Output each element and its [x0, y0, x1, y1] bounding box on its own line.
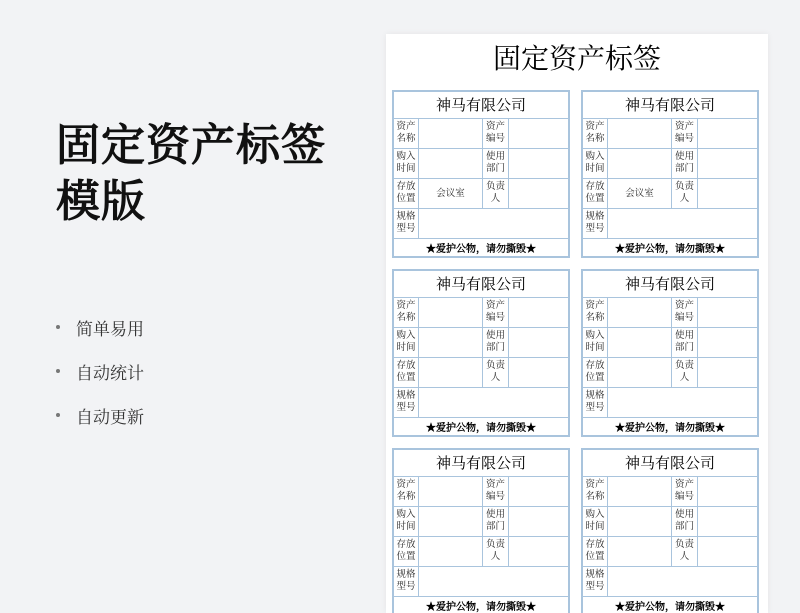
spec-value	[608, 209, 757, 238]
label-row	[583, 179, 757, 209]
asset-name-value	[608, 298, 672, 327]
feature-label: 自动更新	[76, 407, 144, 428]
label-footer: ★爱护公物，请勿撕毁★	[426, 423, 536, 434]
asset-label	[392, 448, 570, 613]
label-row	[583, 209, 757, 239]
owner-value	[509, 179, 568, 208]
asset-name-label: 资产名称	[394, 119, 419, 148]
use-dept-value	[509, 507, 568, 536]
label-row	[583, 298, 757, 328]
asset-name-label: 资产名称	[394, 477, 419, 506]
use-dept-value	[509, 328, 568, 357]
label-footer: ★爱护公物，请勿撕毁★	[615, 244, 725, 255]
asset-label	[581, 269, 759, 437]
label-row	[394, 477, 568, 507]
asset-code-value	[698, 119, 757, 148]
purchase-time-value	[608, 507, 672, 536]
location-label: 存放位置	[583, 358, 608, 387]
label-footer: ★爱护公物，请勿撕毁★	[426, 244, 536, 255]
owner-value	[509, 358, 568, 387]
purchase-time-label: 购入时间	[394, 328, 419, 357]
use-dept-label: 使用部门	[483, 507, 509, 536]
owner-value	[698, 358, 757, 387]
location-label: 存放位置	[394, 358, 419, 387]
template-title: 固定资产标签模版	[56, 120, 326, 227]
owner-label: 负责人	[672, 537, 698, 566]
spec-value	[419, 567, 568, 596]
spec-value	[608, 567, 757, 596]
owner-label: 负责人	[483, 537, 509, 566]
label-row	[394, 388, 568, 418]
purchase-time-value	[608, 149, 672, 178]
asset-name-label: 资产名称	[583, 298, 608, 327]
label-row	[583, 537, 757, 567]
asset-name-value	[608, 119, 672, 148]
use-dept-value	[698, 507, 757, 536]
asset-name-label: 资产名称	[394, 298, 419, 327]
bullet-icon	[56, 369, 60, 373]
use-dept-value	[509, 149, 568, 178]
label-row	[394, 298, 568, 328]
asset-code-label: 资产编号	[672, 298, 698, 327]
feature-item	[56, 393, 144, 437]
spec-label: 规格型号	[583, 388, 608, 417]
asset-label	[392, 90, 570, 258]
asset-code-value	[509, 477, 568, 506]
asset-code-value	[509, 119, 568, 148]
asset-label	[581, 90, 759, 258]
use-dept-label: 使用部门	[672, 149, 698, 178]
company-name: 神马有限公司	[394, 92, 568, 119]
location-value	[608, 537, 672, 566]
label-row	[583, 477, 757, 507]
location-value	[419, 358, 483, 387]
label-row	[394, 149, 568, 179]
asset-name-value	[608, 477, 672, 506]
location-label: 存放位置	[394, 179, 419, 208]
label-row	[583, 328, 757, 358]
location-label: 存放位置	[583, 537, 608, 566]
owner-label: 负责人	[672, 179, 698, 208]
asset-code-label: 资产编号	[672, 477, 698, 506]
label-row	[583, 119, 757, 149]
asset-name-value	[419, 119, 483, 148]
spec-label: 规格型号	[394, 388, 419, 417]
owner-label: 负责人	[483, 179, 509, 208]
purchase-time-label: 购入时间	[394, 149, 419, 178]
company-name: 神马有限公司	[583, 271, 757, 298]
owner-value	[509, 537, 568, 566]
bullet-icon	[56, 413, 60, 417]
purchase-time-value	[608, 328, 672, 357]
use-dept-label: 使用部门	[672, 507, 698, 536]
asset-label	[581, 448, 759, 613]
label-row	[394, 179, 568, 209]
purchase-time-value	[419, 507, 483, 536]
label-row	[394, 567, 568, 597]
use-dept-label: 使用部门	[483, 328, 509, 357]
company-name: 神马有限公司	[394, 450, 568, 477]
label-row	[394, 209, 568, 239]
label-row	[394, 507, 568, 537]
asset-code-value	[698, 477, 757, 506]
spec-value	[608, 388, 757, 417]
spec-label: 规格型号	[394, 567, 419, 596]
asset-code-value	[698, 298, 757, 327]
purchase-time-label: 购入时间	[583, 149, 608, 178]
bullet-icon	[56, 325, 60, 329]
spec-label: 规格型号	[583, 209, 608, 238]
feature-item	[56, 349, 144, 393]
asset-code-label: 资产编号	[483, 119, 509, 148]
asset-name-value	[419, 298, 483, 327]
spec-label: 规格型号	[394, 209, 419, 238]
company-name: 神马有限公司	[583, 450, 757, 477]
asset-label	[392, 269, 570, 437]
label-row	[394, 328, 568, 358]
label-footer: ★爱护公物，请勿撕毁★	[426, 602, 536, 613]
asset-name-label: 资产名称	[583, 119, 608, 148]
document-preview	[386, 34, 768, 613]
label-row	[583, 358, 757, 388]
location-value	[419, 537, 483, 566]
spec-value	[419, 209, 568, 238]
asset-code-label: 资产编号	[483, 477, 509, 506]
label-row	[583, 567, 757, 597]
label-footer: ★爱护公物，请勿撕毁★	[615, 423, 725, 434]
asset-name-label: 资产名称	[583, 477, 608, 506]
use-dept-label: 使用部门	[483, 149, 509, 178]
purchase-time-label: 购入时间	[583, 507, 608, 536]
asset-code-label: 资产编号	[483, 298, 509, 327]
asset-code-value	[509, 298, 568, 327]
label-row	[583, 507, 757, 537]
asset-name-value	[419, 477, 483, 506]
label-row	[583, 149, 757, 179]
owner-label: 负责人	[483, 358, 509, 387]
feature-item	[56, 305, 144, 349]
company-name: 神马有限公司	[394, 271, 568, 298]
label-row	[394, 537, 568, 567]
owner-label: 负责人	[672, 358, 698, 387]
feature-label: 简单易用	[76, 319, 144, 340]
purchase-time-value	[419, 328, 483, 357]
use-dept-value	[698, 149, 757, 178]
location-value: 会议室	[608, 179, 672, 208]
location-label: 存放位置	[583, 179, 608, 208]
use-dept-value	[698, 328, 757, 357]
location-label: 存放位置	[394, 537, 419, 566]
label-row	[394, 119, 568, 149]
location-value: 会议室	[419, 179, 483, 208]
owner-value	[698, 179, 757, 208]
asset-code-label: 资产编号	[672, 119, 698, 148]
owner-value	[698, 537, 757, 566]
purchase-time-label: 购入时间	[394, 507, 419, 536]
label-footer: ★爱护公物，请勿撕毁★	[615, 602, 725, 613]
label-row	[583, 388, 757, 418]
location-value	[608, 358, 672, 387]
company-name: 神马有限公司	[583, 92, 757, 119]
spec-label: 规格型号	[583, 567, 608, 596]
document-title: 固定资产标签	[492, 42, 661, 75]
spec-value	[419, 388, 568, 417]
use-dept-label: 使用部门	[672, 328, 698, 357]
purchase-time-value	[419, 149, 483, 178]
purchase-time-label: 购入时间	[583, 328, 608, 357]
feature-label: 自动统计	[76, 363, 144, 384]
label-row	[394, 358, 568, 388]
feature-list	[56, 305, 144, 437]
